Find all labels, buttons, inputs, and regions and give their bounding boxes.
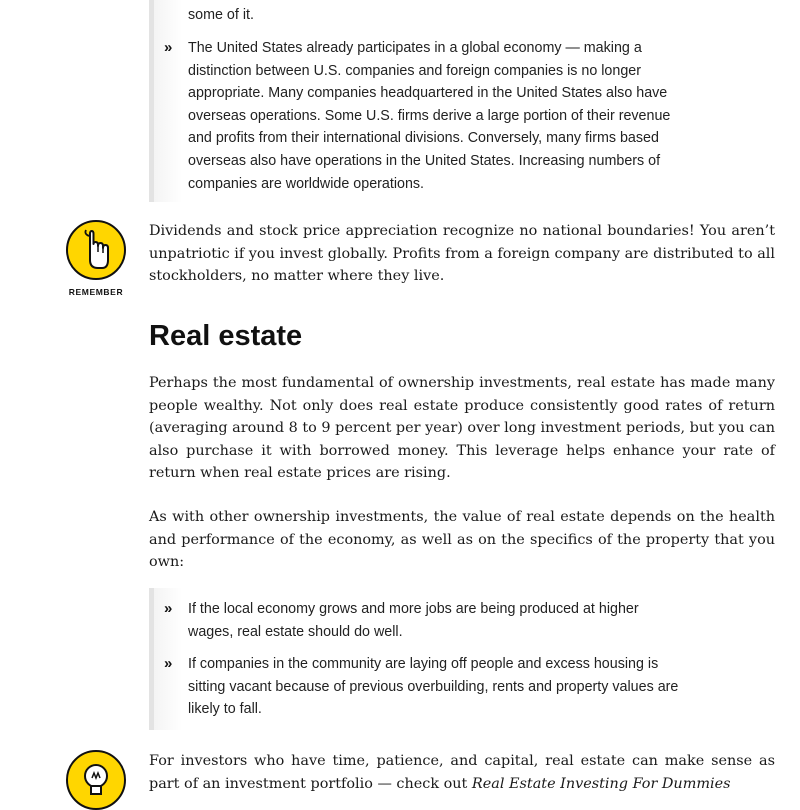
bullet-line: distinction between U.S. companies and foreign companies is no longer bbox=[188, 62, 641, 79]
bullet-list-bottom bbox=[149, 588, 774, 730]
section-heading: Real estate bbox=[149, 320, 303, 352]
list-item bbox=[154, 4, 788, 27]
remember-paragraph: Dividends and stock price appreciation recognize no national boundaries! You aren’t unpatriotic if you invest globally. Profits from a foreign company are distributed to all stockholders, no matter where they live. bbox=[149, 223, 775, 285]
remember-icon-block bbox=[64, 220, 128, 297]
bullet-line: If companies in the community are laying off people and excess housing is bbox=[188, 656, 659, 672]
bullet-line: companies are worldwide operations. bbox=[188, 175, 425, 192]
pointing-finger-with-string-icon bbox=[66, 220, 126, 280]
bullet-line: sitting vacant because of previous overbuilding, rents and property values are bbox=[188, 678, 679, 695]
bullet-line: overseas operations. Some U.S. firms derive a large portion of their revenue bbox=[188, 107, 671, 124]
bullet-line: likely to fall. bbox=[188, 701, 262, 718]
bullet-line: If the local economy grows and more jobs are being produced at higher bbox=[188, 601, 639, 617]
body-paragraph: As with other ownership investments, the value of real estate depends on the health and performance of the economy, as well as on the specifics of the property that you own: bbox=[149, 509, 775, 571]
paragraph-text: For investors who have time, patience, and capital, real estate can make sense as part of an investment portfolio — check out bbox=[149, 753, 775, 792]
bullet-list-top bbox=[149, 0, 774, 202]
tip-icon-block bbox=[64, 750, 128, 810]
lightbulb-icon bbox=[66, 750, 126, 810]
chevron-bullet-icon: » bbox=[164, 39, 173, 56]
bullet-line: appropriate. Many companies headquartered in the United States also have bbox=[188, 85, 668, 102]
body-paragraph: Perhaps the most fundamental of ownership investments, real estate has made many people wealthy. Not only does real estate produce consistently good rates of return (averaging around 8 to 9 percent per year) over long investment periods, but you can also purchase it with borrowed money. This leverage helps enhance your rate of return when real estate prices are rising. bbox=[149, 375, 775, 482]
bullet-line: wages, real estate should do well. bbox=[188, 623, 403, 640]
bullet-line: The United States already participates in a global economy — making a bbox=[188, 40, 642, 56]
list-item bbox=[154, 37, 788, 195]
body-paragraph bbox=[149, 750, 775, 795]
book-title: Real Estate Investing For Dummies bbox=[471, 775, 731, 792]
bullet-line: overseas also have operations in the United States. Increasing numbers of bbox=[188, 152, 661, 169]
remember-label: REMEMBER bbox=[68, 287, 124, 297]
list-item bbox=[154, 653, 788, 721]
list-item bbox=[154, 598, 788, 643]
chevron-bullet-icon: » bbox=[164, 600, 173, 617]
chevron-bullet-icon: » bbox=[164, 655, 173, 672]
bullet-line: some of it. bbox=[188, 7, 254, 23]
bullet-line: and profits from their international divisions. Conversely, many firms based bbox=[188, 130, 659, 147]
